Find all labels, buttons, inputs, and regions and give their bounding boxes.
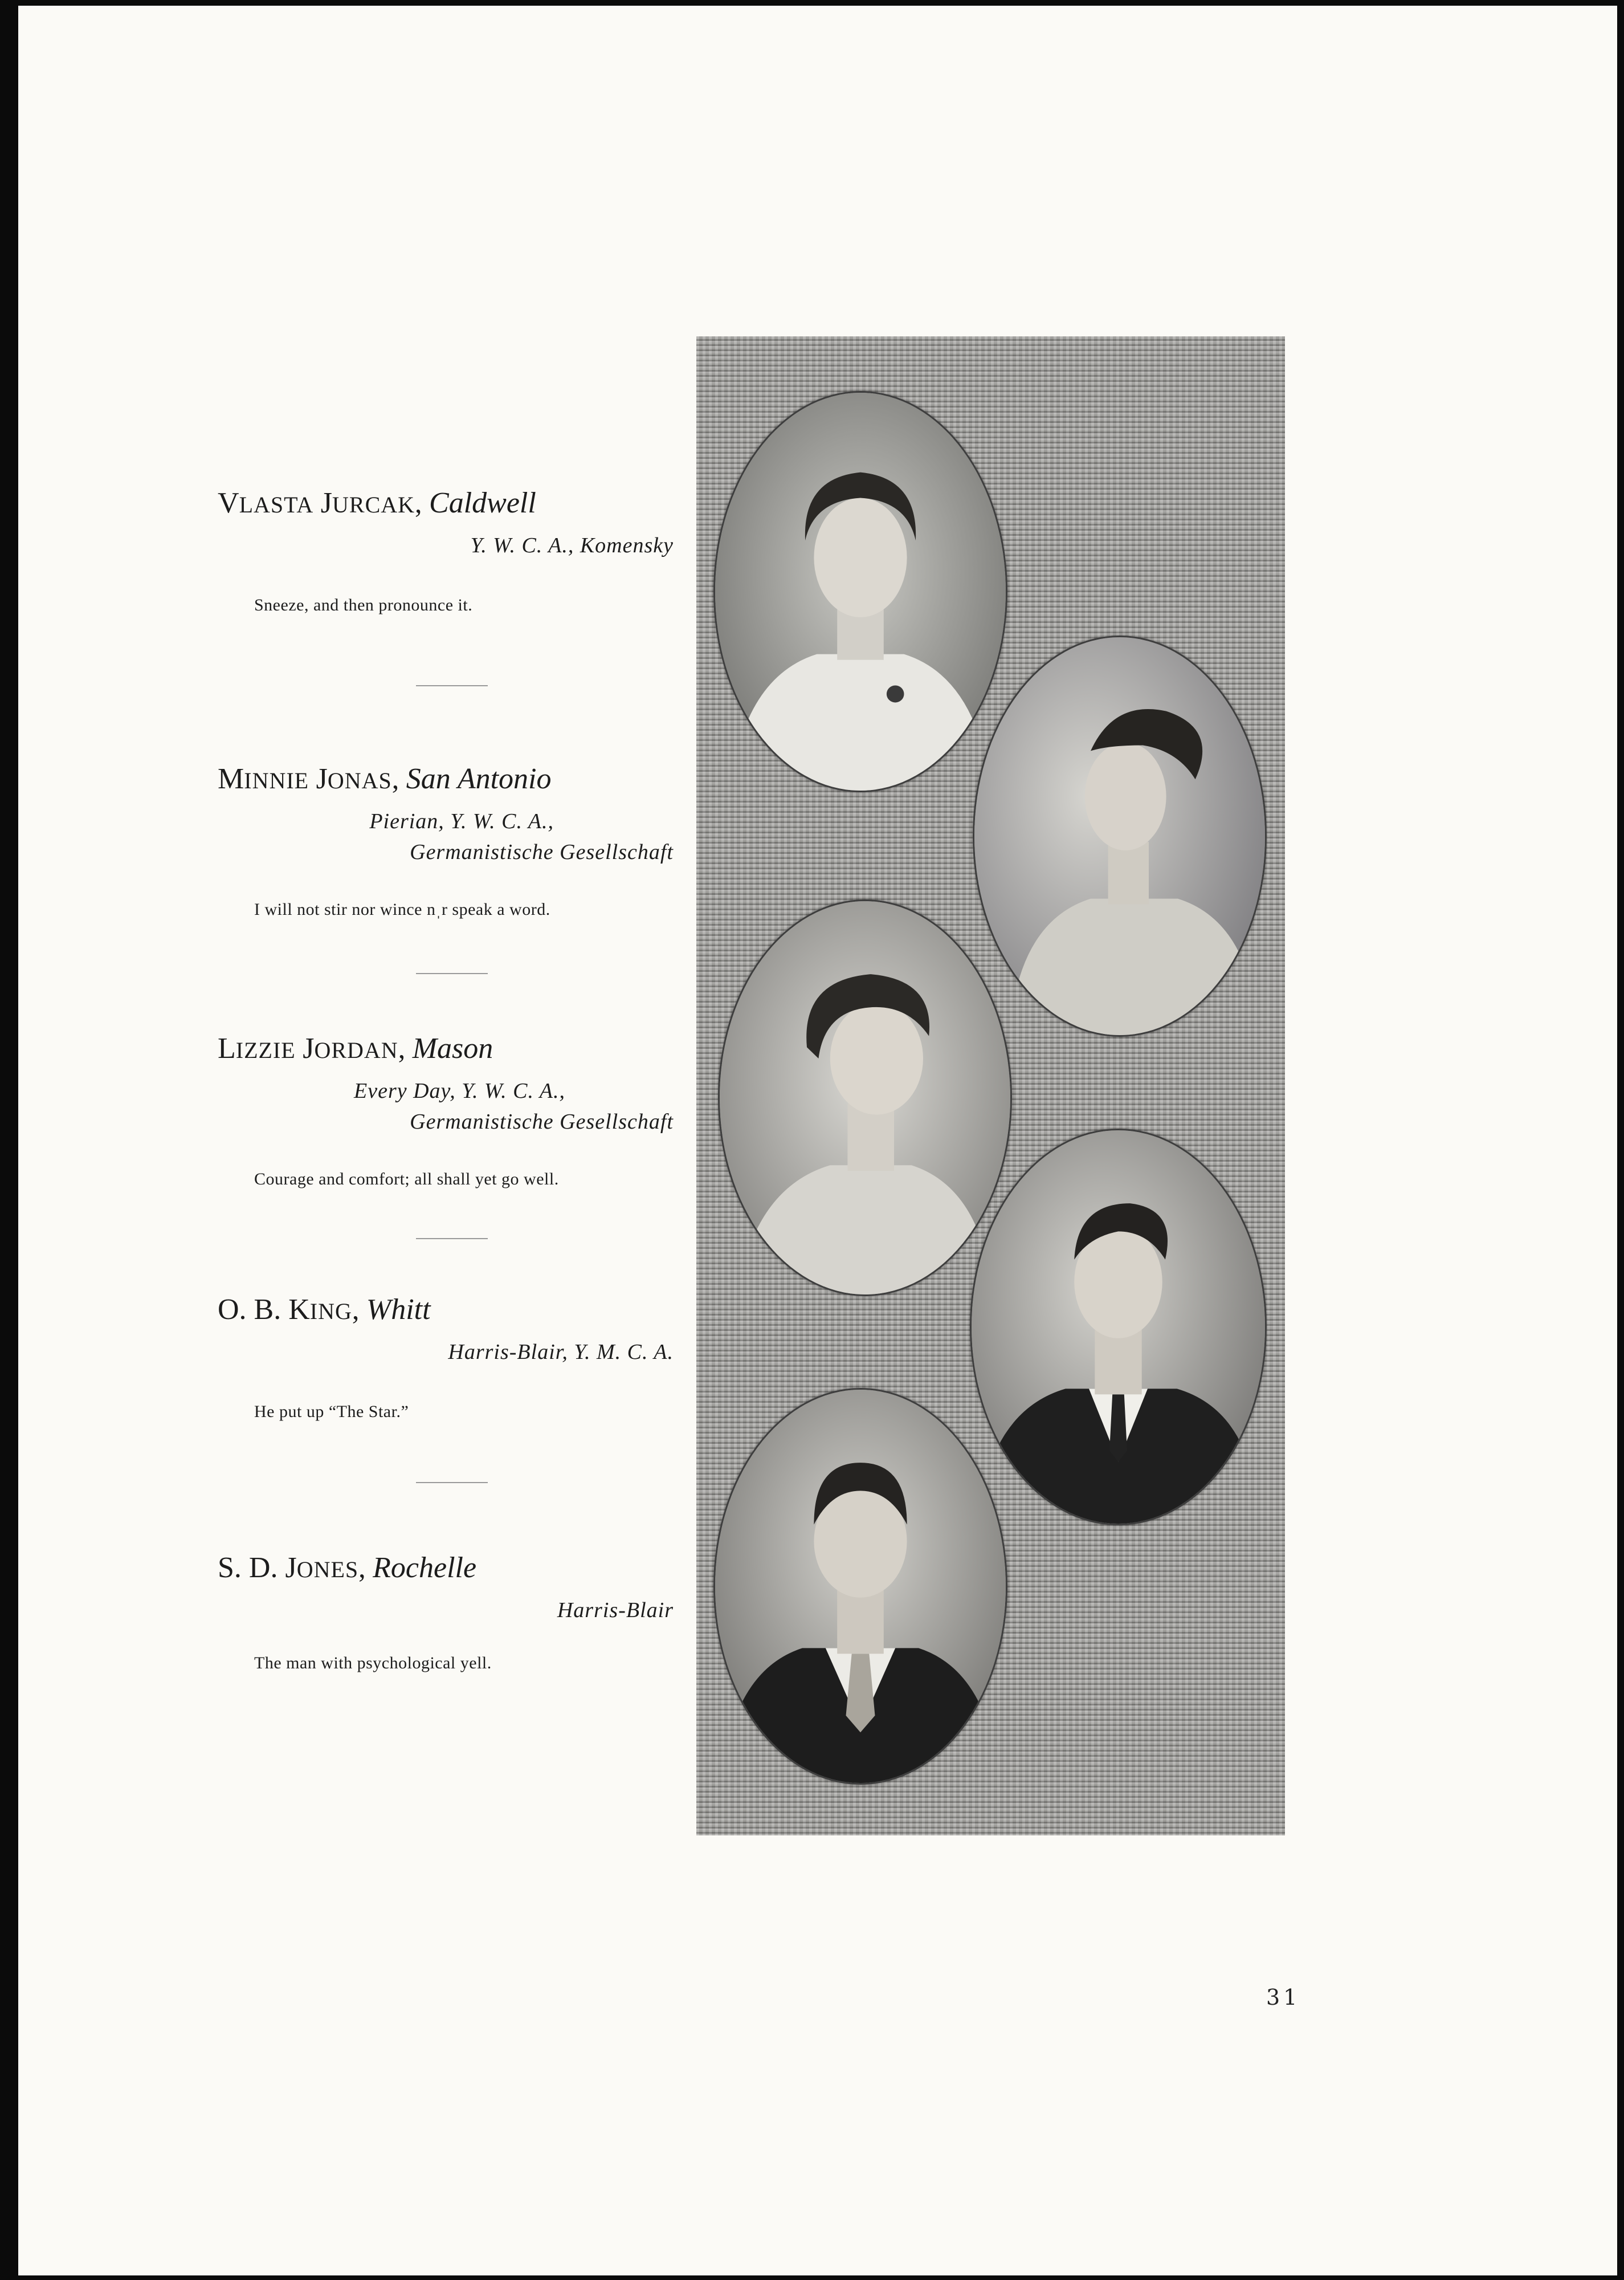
student-name: O. B. KING, Whitt — [218, 1293, 431, 1326]
student-entry — [218, 1032, 674, 1203]
divider — [416, 1238, 488, 1239]
quote: I will not stir nor wince nˌr speak a word. — [254, 900, 550, 919]
quote: Sneeze, and then pronounce it. — [254, 596, 473, 614]
affiliations: Harris-Blair — [557, 1598, 674, 1622]
student-name: S. D. JONES, Rochelle — [218, 1552, 477, 1584]
hometown: Caldwell — [429, 487, 536, 519]
quote: Courage and comfort; all shall yet go well. — [254, 1170, 559, 1188]
quote: The man with psychological yell. — [254, 1654, 492, 1672]
hometown: Rochelle — [373, 1552, 477, 1584]
page-number: 31 — [1266, 1985, 1301, 2010]
student-name: MINNIE JONAS, San Antonio — [218, 763, 552, 795]
portrait-photo — [973, 636, 1267, 1037]
portrait-photo — [713, 391, 1007, 792]
affiliations: Germanistische Gesellschaft — [410, 1110, 674, 1134]
divider — [416, 973, 488, 974]
portrait-photo — [970, 1129, 1267, 1525]
affiliations: Y. W. C. A., Komensky — [470, 534, 674, 557]
hometown: San Antonio — [406, 763, 552, 795]
affiliations: Germanistische Gesellschaft — [410, 840, 674, 864]
student-entry — [218, 1293, 674, 1435]
student-name: VLASTA JURCAK, Caldwell — [218, 487, 536, 519]
hometown: Mason — [412, 1032, 493, 1065]
portrait-photo — [713, 1388, 1007, 1785]
divider — [416, 1482, 488, 1483]
yearbook-page — [18, 6, 1617, 2275]
affiliations: Harris-Blair, Y. M. C. A. — [448, 1340, 674, 1364]
student-name: LIZZIE JORDAN, Mason — [218, 1032, 493, 1065]
divider — [416, 685, 488, 686]
hometown: Whitt — [366, 1293, 431, 1326]
student-entry — [218, 762, 674, 933]
portrait-photo — [718, 899, 1012, 1296]
student-entry — [218, 1551, 674, 1682]
affiliations: Pierian, Y. W. C. A., — [369, 809, 554, 833]
student-entry — [218, 486, 674, 629]
quote: He put up “The Star.” — [254, 1402, 409, 1421]
affiliations: Every Day, Y. W. C. A., — [354, 1079, 565, 1103]
portrait-panel — [696, 336, 1285, 1835]
